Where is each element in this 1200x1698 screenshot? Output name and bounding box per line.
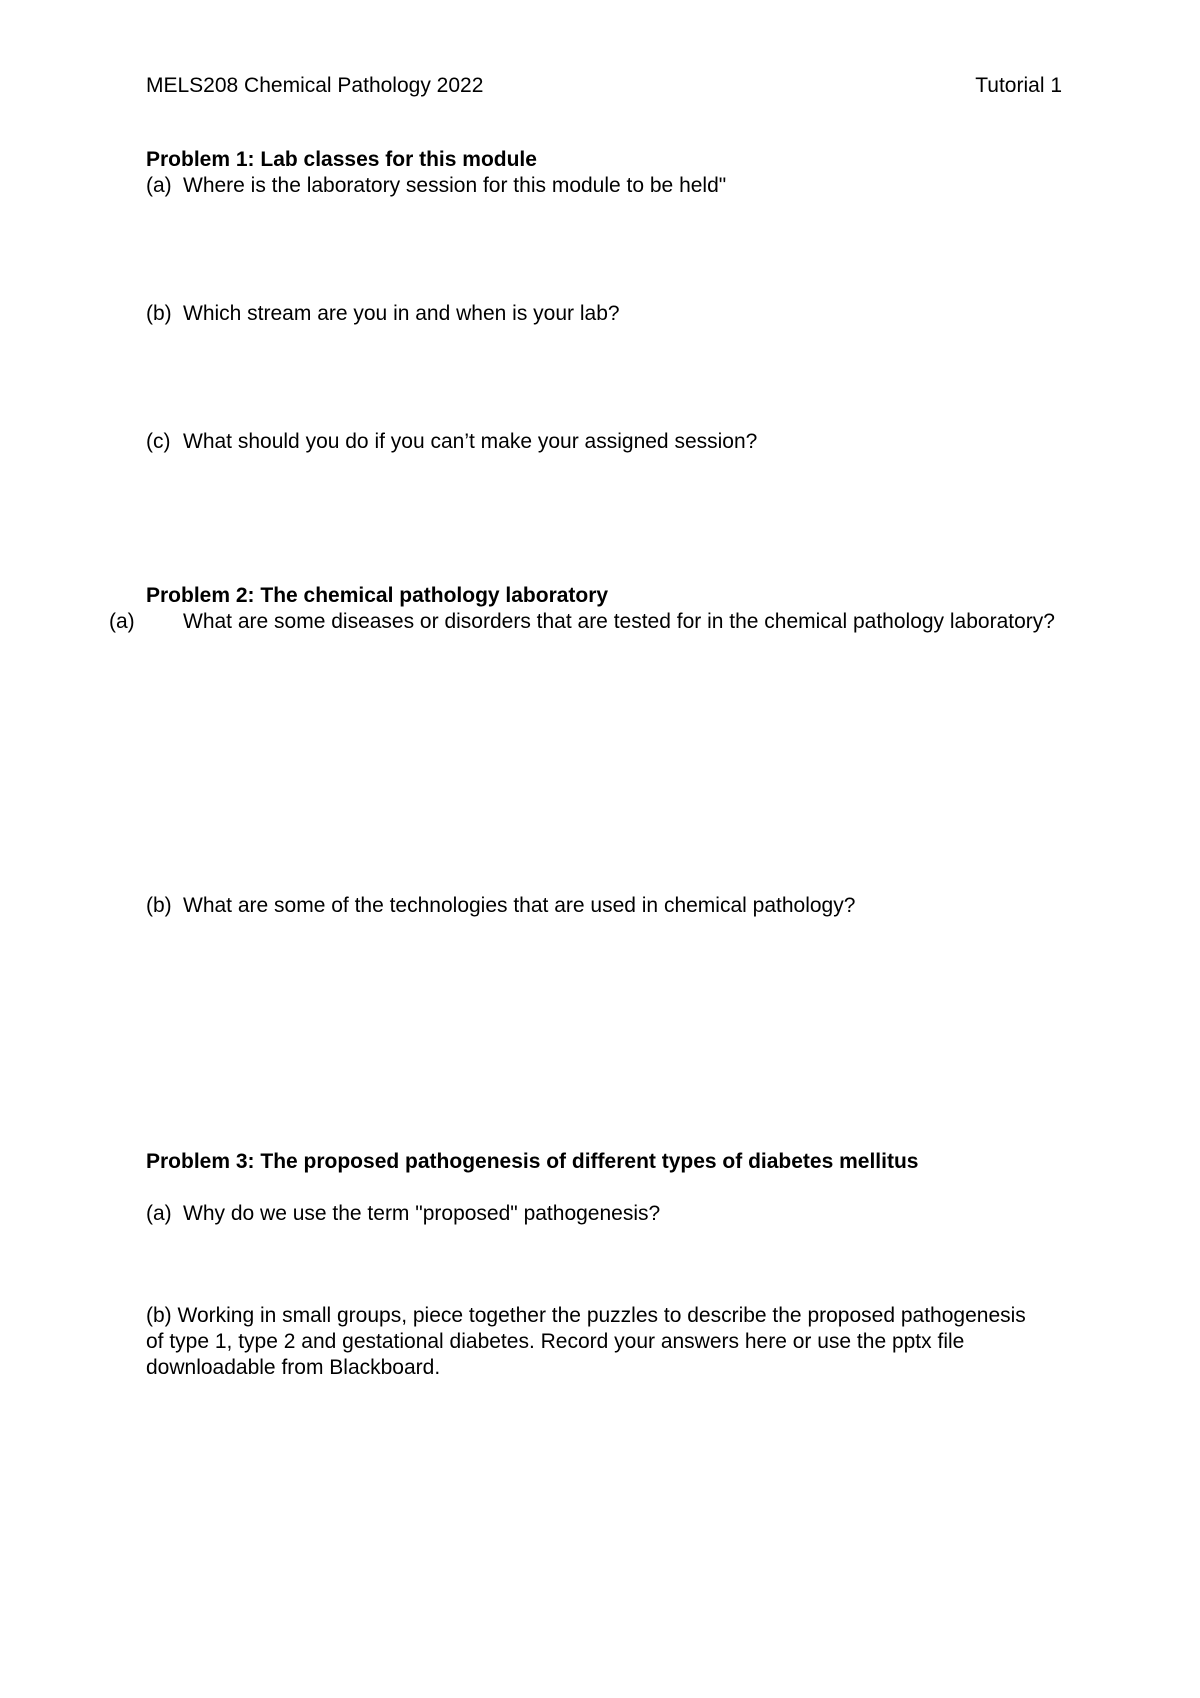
question-label: (a) <box>109 610 135 633</box>
question-label: (b) <box>146 894 172 917</box>
question-label: (b) <box>146 302 172 325</box>
problem-1-heading: Problem 1: Lab classes for this module <box>146 148 537 171</box>
question-label: (c) <box>146 430 171 453</box>
problem-3-heading: Problem 3: The proposed pathogenesis of different types of diabetes mellitus <box>146 1150 919 1173</box>
question-text: What are some of the technologies that are used in chemical pathology? <box>183 894 856 917</box>
course-header: MELS208 Chemical Pathology 2022 <box>146 74 484 97</box>
question-text: Which stream are you in and when is your lab? <box>183 302 620 325</box>
problem-2-question-a <box>109 609 1083 635</box>
question-text: Where is the laboratory session for this module to be held" <box>183 174 727 197</box>
problem-1-question-b <box>146 301 620 327</box>
problem-2-question-b <box>146 893 855 919</box>
question-label: (a) <box>146 174 172 197</box>
problem-2-heading: Problem 2: The chemical pathology laboratory <box>146 584 609 607</box>
problem-1-question-c <box>146 429 757 455</box>
question-text: What are some diseases or disorders that are tested for in the chemical pathology laboratory? <box>183 610 1055 633</box>
question-text: Why do we use the term "proposed" pathogenesis? <box>183 1202 661 1225</box>
question-text: What should you do if you can’t make your assigned session? <box>183 430 758 453</box>
problem-3-question-b: (b) Working in small groups, piece together the puzzles to describe the proposed pathogenesis of type 1, type 2 and gestational diabetes. Record your answers here or use the pptx file downloadable from Blackboard. <box>146 1304 1026 1379</box>
question-label: (a) <box>146 1202 172 1225</box>
problem-1-question-a <box>146 173 726 199</box>
problem-3-question-a <box>146 1201 660 1227</box>
tutorial-label: Tutorial 1 <box>975 74 1062 97</box>
